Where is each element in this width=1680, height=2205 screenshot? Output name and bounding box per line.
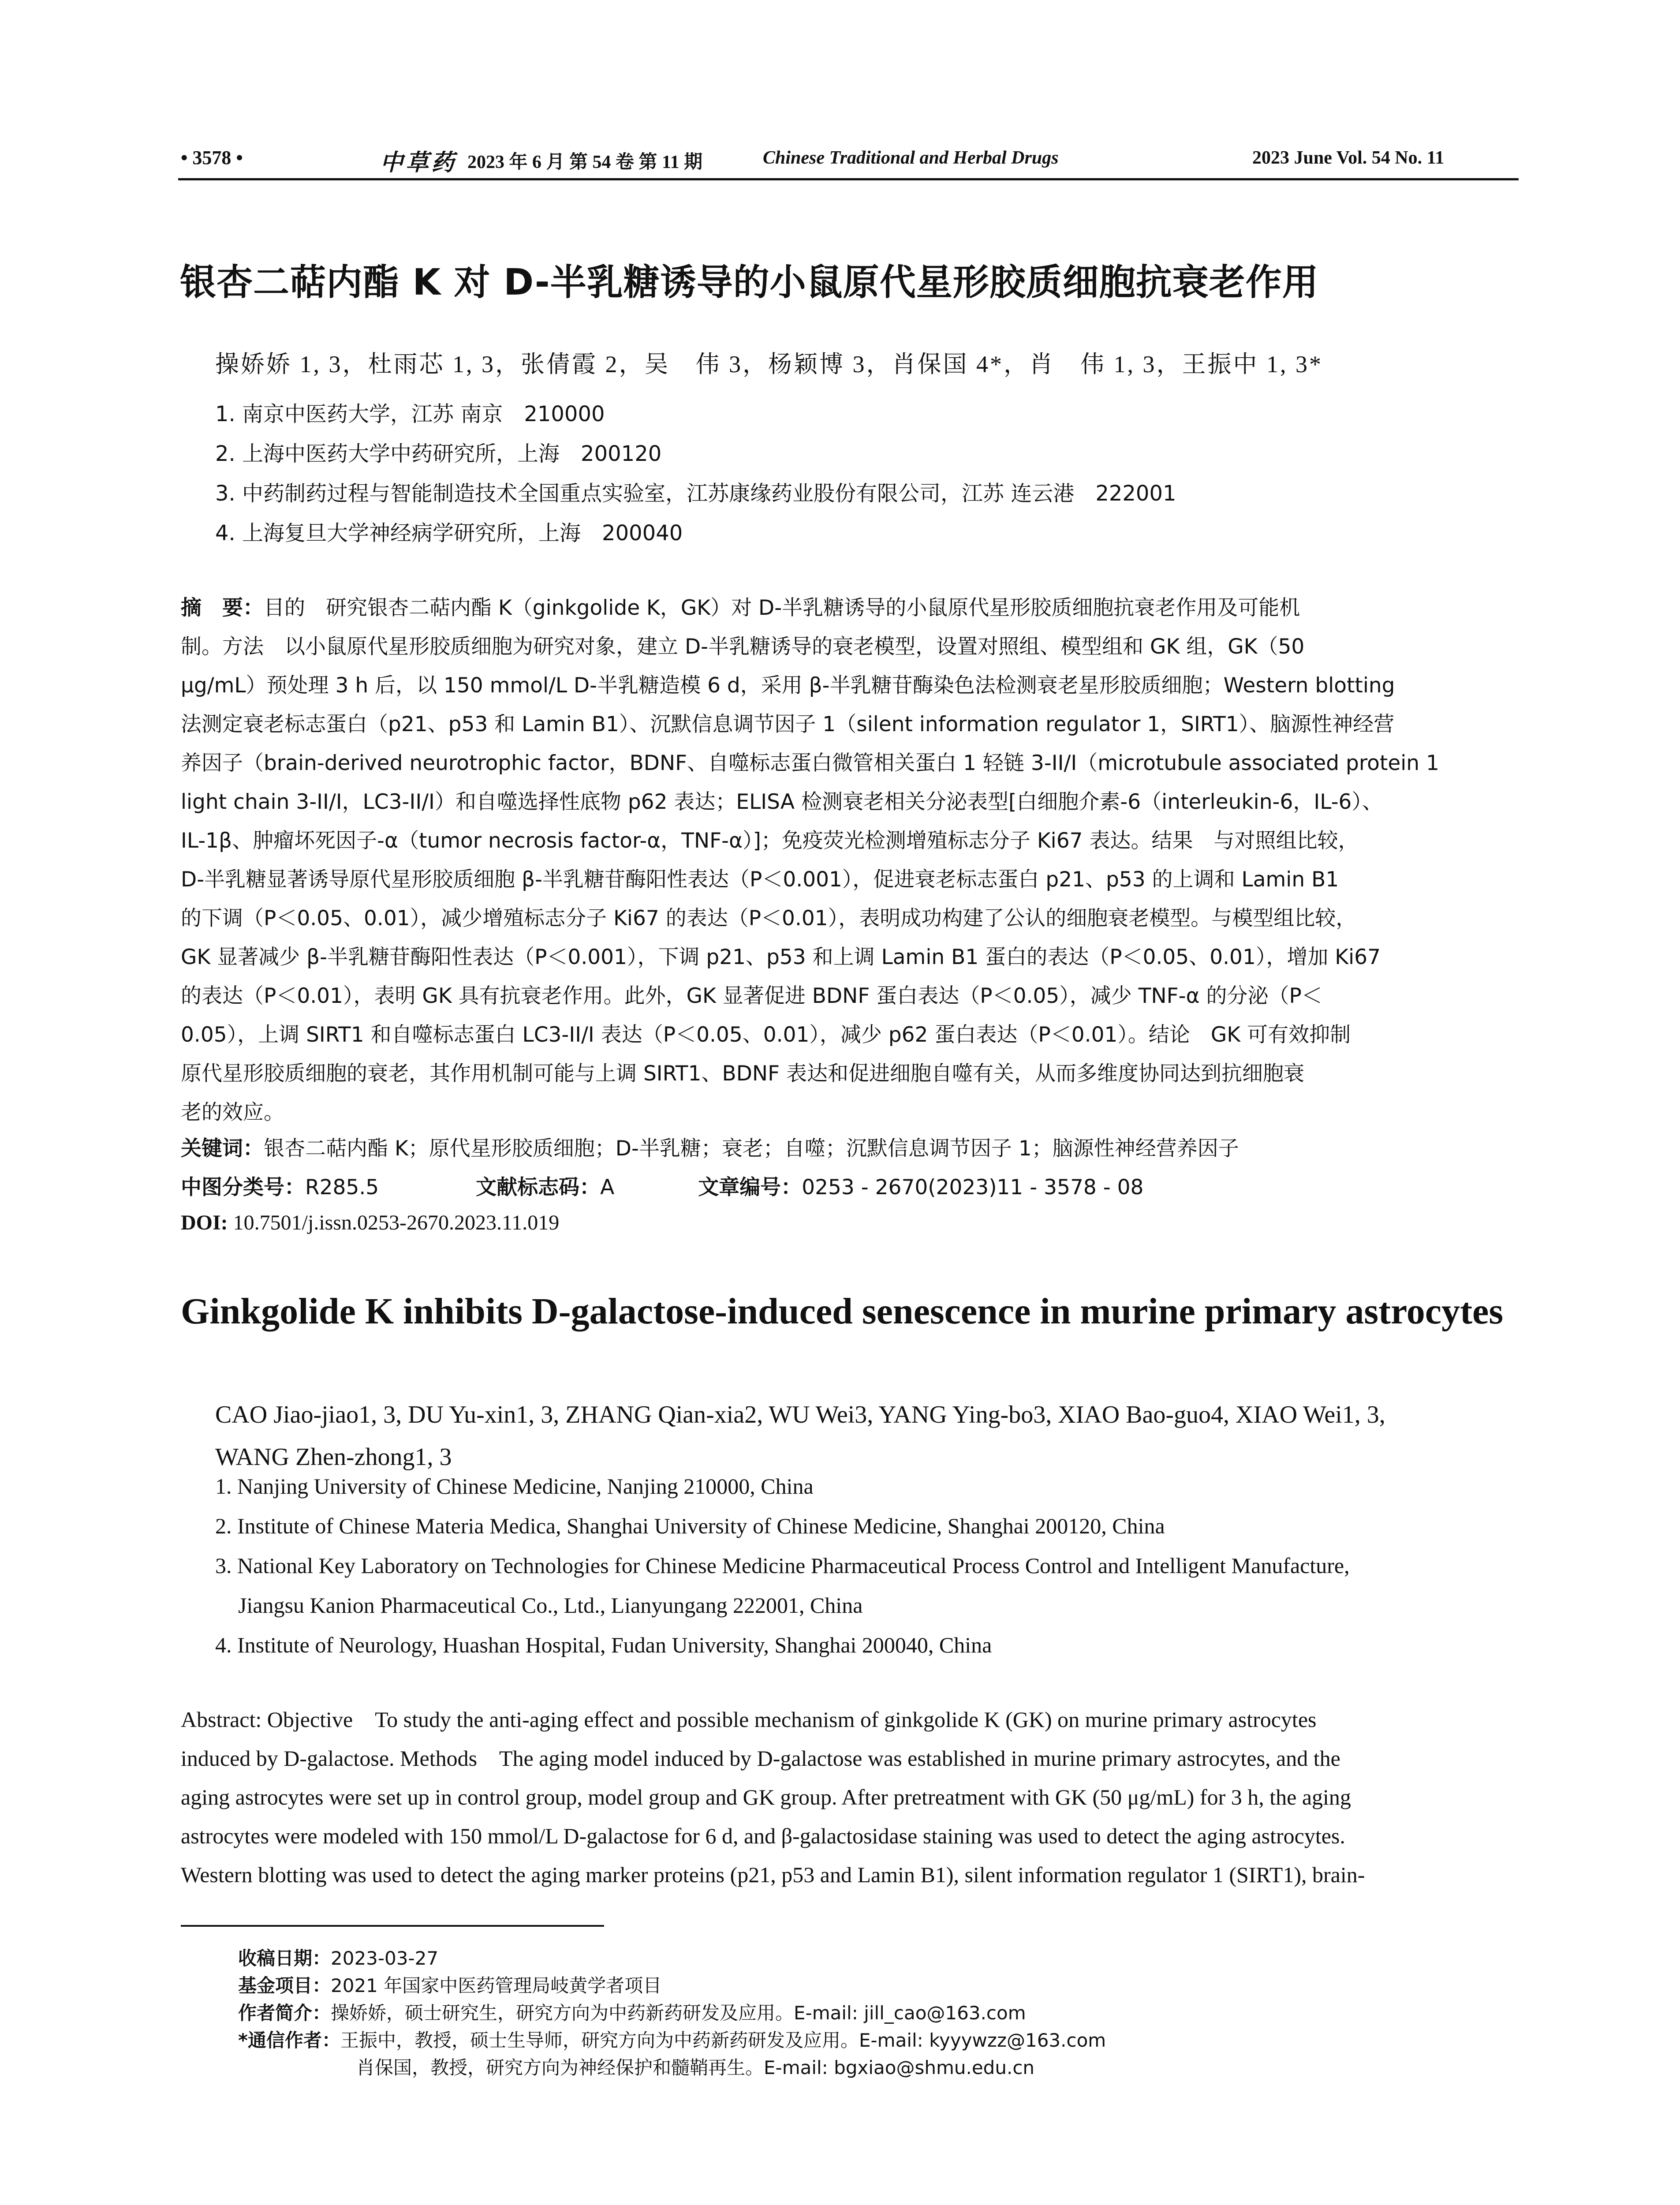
issue-info-cn: 2023 年 6 月 第 54 卷 第 11 期	[467, 152, 703, 172]
abstract-cn-line-11: 的表达（P＜0.01），表明 GK 具有抗衰老作用。此外，GK 显著促进 BDNF 蛋白表达（P＜0.05），减少 TNF-α 的分泌（P＜	[181, 984, 1322, 1008]
abstract-cn-line-6: light chain 3-II/I，LC3-II/I）和自噬选择性底物 p62 表达；ELISA 检测衰老相关分泌表型[白细胞介素-6（interleukin-6，IL-6）、	[181, 790, 1383, 814]
article-title-en: Ginkgolide K inhibits D-galactose-induced senescence in murine primary astrocytes	[181, 1291, 1504, 1332]
abstract-label-cn: 摘 要：	[181, 596, 264, 620]
affiliation-cn-1: 1. 南京中医药大学，江苏 南京 210000	[215, 402, 605, 426]
abstract-en-line-4: astrocytes were modeled with 150 mmol/L D-galactose for 6 d, and β-galactosidase staining was used to detect the aging astrocytes.	[181, 1824, 1345, 1848]
abstract-cn-line-9: 的下调（P＜0.05、0.01），减少增殖标志分子 Ki67 的表达（P＜0.01），表明成功构建了公认的细胞衰老模型。与模型组比较，	[181, 906, 1357, 931]
author-list-cn: 操娇娇 1, 3，杜雨芯 1, 3，张倩霞 2，吴 伟 3，杨颖博 3，肖保国 4*，肖 伟 1, 3，王振中 1, 3*	[215, 351, 1323, 377]
footnote-author: 作者简介：操娇娇，硕士研究生，研究方向为中药新药研发及应用。E-mail: jill_cao@163.com	[238, 2002, 1026, 2024]
abstract-en	[181, 1700, 1517, 1894]
abstract-cn-line-4: 法测定衰老标志蛋白（p21、p53 和 Lamin B1）、沉默信息调节因子 1（silent information regulator 1，SIRT1）、脑源性神经营	[181, 712, 1395, 736]
clc-code: R285.5	[305, 1175, 379, 1200]
affiliation-en-4: 4. Institute of Neurology, Huashan Hospital, Fudan University, Shanghai 200040, China	[215, 1633, 992, 1657]
keywords-cn: 关键词：银杏二萜内酯 K；原代星形胶质细胞；D-半乳糖；衰老；自噬；沉默信息调节因子 1；脑源性神经营养因子	[181, 1136, 1239, 1161]
article-title-cn: 银杏二萜内酯 K 对 D-半乳糖诱导的小鼠原代星形胶质细胞抗衰老作用	[180, 262, 1319, 303]
affiliation-en-3-cont: Jiangsu Kanion Pharmaceutical Co., Ltd., Lianyungang 222001, China	[238, 1593, 863, 1618]
footnote-received: 收稿日期：2023-03-27	[238, 1947, 439, 1969]
abstract-cn-line-2: 制。方法 以小鼠原代星形胶质细胞为研究对象，建立 D-半乳糖诱导的衰老模型，设置对照组、模型组和 GK 组，GK（50	[181, 635, 1305, 659]
document-code: A	[600, 1175, 615, 1200]
abstract-cn-line-14: 老的效应。	[181, 1100, 284, 1125]
abstract-cn-line-5: 养因子（brain-derived neurotrophic factor，BDNF、自噬标志蛋白微管相关蛋白 1 轻链 3-II/I（microtubule associated protein 1	[181, 751, 1439, 775]
abstract-cn-line-7: IL-1β、肿瘤坏死因子-α（tumor necrosis factor-α，TNF-α）]；免疫荧光检测增殖标志分子 Ki67 表达。结果 与对照组比较，	[181, 829, 1359, 853]
footnote-correspondence: *通信作者：王振中，教授，硕士生导师，研究方向为中药新药研发及应用。E-mail: kyyywzz@163.com	[238, 2029, 1106, 2051]
affiliation-en-2: 2. Institute of Chinese Materia Medica, Shanghai University of Chinese Medicine, Shanghai 200120, China	[215, 1514, 1165, 1538]
abstract-cn-line-10: GK 显著减少 β-半乳糖苷酶阳性表达（P＜0.001），下调 p21、p53 和上调 Lamin B1 蛋白的表达（P＜0.05、0.01），增加 Ki67	[181, 945, 1381, 969]
abstract-en-line-3: aging astrocytes were set up in control group, model group and GK group. After pretreatment with GK (50 μg/mL) for 3 h, the aging	[181, 1785, 1351, 1809]
page-number: • 3578 •	[181, 147, 243, 168]
journal-name-cn: 中草药	[380, 149, 457, 176]
affiliation-cn-3: 3. 中药制药过程与智能制造技术全国重点实验室，江苏康缘药业股份有限公司，江苏 连云港 222001	[215, 481, 1176, 506]
classification-row: 中图分类号：R285.5 文献标志码：A 文章编号：0253 - 2670(2023)11 - 3578 - 08	[181, 1175, 1144, 1200]
footnote-rule	[181, 1925, 604, 1927]
affiliation-en-1: 1. Nanjing University of Chinese Medicine, Nanjing 210000, China	[215, 1474, 814, 1499]
abstract-en-line-2: induced by D-galactose. Methods The aging model induced by D-galactose was established in murine primary astrocytes, and the	[181, 1746, 1340, 1771]
doi-row: DOI: 10.7501/j.issn.0253-2670.2023.11.019	[181, 1211, 560, 1234]
affiliation-cn-4: 4. 上海复旦大学神经病学研究所，上海 200040	[215, 521, 683, 546]
article-number: 0253 - 2670(2023)11 - 3578 - 08	[802, 1175, 1144, 1200]
issue-info-en: 2023 June Vol. 54 No. 11	[1252, 148, 1445, 168]
abstract-cn-line-3: μg/mL）预处理 3 h 后，以 150 mmol/L D-半乳糖造模 6 d，采用 β-半乳糖苷酶染色法检测衰老星形胶质细胞；Western blotting	[181, 673, 1395, 698]
abstract-en-line-5: Western blotting was used to detect the aging marker proteins (p21, p53 and Lamin B1), silent information regulator 1 (SIRT1), brain-	[181, 1862, 1365, 1887]
abstract-cn-line-8: D-半乳糖显著诱导原代星形胶质细胞 β-半乳糖苷酶阳性表达（P＜0.001），促进衰老标志蛋白 p21、p53 的上调和 Lamin B1	[181, 867, 1339, 892]
footnote-correspondence-2: 肖保国，教授，研究方向为神经保护和髓鞘再生。E-mail: bgxiao@shmu.edu.cn	[356, 2057, 1035, 2078]
abstract-en-line-1: Abstract: Objective To study the anti-aging effect and possible mechanism of ginkgolide K (GK) on murine primary astrocytes	[181, 1707, 1317, 1732]
doi-link[interactable]: 10.7501/j.issn.0253-2670.2023.11.019	[233, 1211, 560, 1234]
affiliation-en-3: 3. National Key Laboratory on Technologies for Chinese Medicine Pharmaceutical Process Control and Intelligent Manufacture,	[215, 1553, 1350, 1578]
journal-name-en: Chinese Traditional and Herbal Drugs	[763, 148, 1059, 168]
abstract-cn-line-12: 0.05），上调 SIRT1 和自噬标志蛋白 LC3-II/I 表达（P＜0.05、0.01），减少 p62 蛋白表达（P＜0.01）。结论 GK 可有效抑制	[181, 1023, 1351, 1047]
header-rule	[178, 178, 1519, 180]
abstract-cn-line-13: 原代星形胶质细胞的衰老，其作用机制可能与上调 SIRT1、BDNF 表达和促进细胞自噬有关，从而多维度协同达到抗细胞衰	[181, 1061, 1305, 1086]
author-list-en: CAO Jiao-jiao1, 3, DU Yu-xin1, 3, ZHANG Qian-xia2, WU Wei3, YANG Ying-bo3, XIAO Bao-guo4, XIAO Wei1, 3, WANG Zhen-zhong1, 3	[215, 1401, 1385, 1471]
affiliation-cn-2: 2. 上海中医药大学中药研究所，上海 200120	[215, 441, 662, 466]
abstract-cn-line-1: 摘 要：目的 研究银杏二萜内酯 K（ginkgolide K，GK）对 D-半乳糖诱导的小鼠原代星形胶质细胞抗衰老作用及可能机	[181, 596, 1300, 620]
footnote-fund: 基金项目：2021 年国家中医药管理局岐黄学者项目	[238, 1975, 662, 1996]
